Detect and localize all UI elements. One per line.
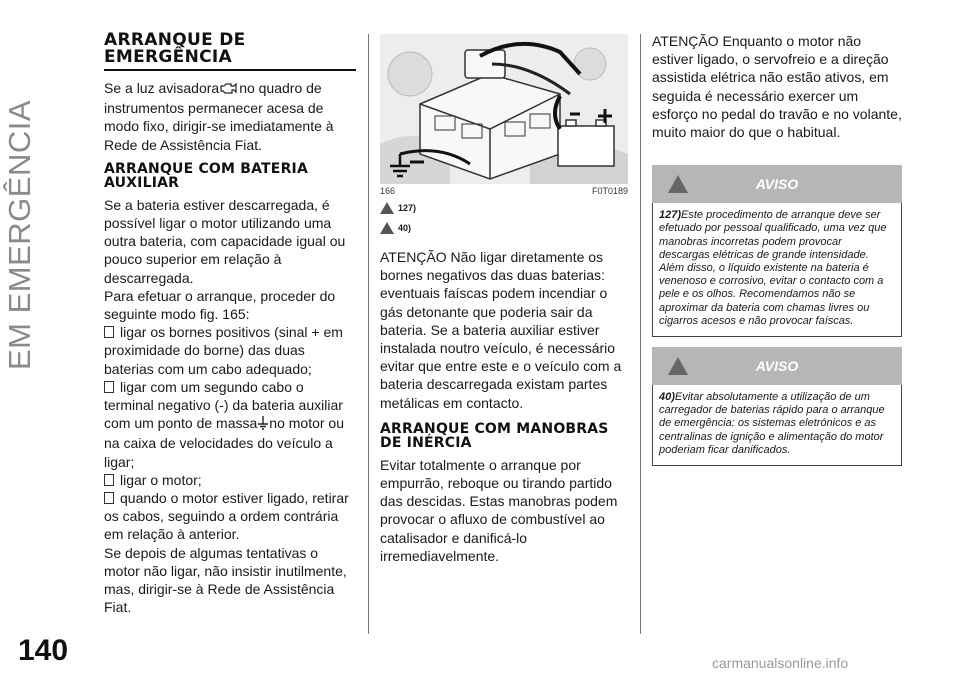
figure-number: 166 [380, 186, 396, 196]
section-side-title: EM EMERGÊNCIA [2, 99, 37, 370]
aviso-header: AVISO [652, 165, 902, 203]
page-number: 140 [18, 634, 69, 667]
battery-jump-figure [380, 34, 628, 184]
warning-triangle-icon [668, 175, 688, 193]
checkbox-bullet-icon [104, 492, 114, 504]
list-item: ligar os bornes positivos (sinal + em proximidade do borne) das duas baterias com um cabo adequado; [104, 324, 343, 377]
paragraph-auxiliary: Se a bateria estiver descarregada, é possível ligar o motor utilizando uma outra bateria, com capacidade igual ou pouco superior em relação à descarregada. [104, 196, 346, 286]
checkbox-bullet-icon [104, 326, 114, 338]
column-3 [652, 32, 902, 466]
caution-reference: 40) [380, 222, 628, 234]
caution-triangle-icon [668, 357, 688, 375]
figure-code: F0T0189 [591, 186, 628, 196]
warning-triangle-icon [380, 202, 394, 214]
aviso-header: AVISO [652, 347, 902, 385]
heading-emergency-start: ARRANQUE DE EMERGÊNCIA [104, 32, 356, 71]
checkbox-bullet-icon [104, 381, 114, 393]
paragraph-attention-negative: ATENÇÃO Não ligar diretamente os bornes negativos das duas baterias: eventuais faíscas podem incendiar o gás detonante que poderia sair da bateria. Se a bateria auxiliar estiver instalada noutro veículo, é necessário evitar que entre este e o veículo com a bateria descarregada existam partes metálicas em contacto. [380, 249, 622, 411]
heading-auxiliary-battery: ARRANQUE COM BATERIA AUXILIAR [104, 160, 308, 191]
list-item: ligar com um segundo cabo o terminal negativo (-) da bateria auxiliar com um ponto de massa no motor ou na caixa de velocidades do veículo a ligar; [104, 378, 345, 470]
paragraph-attention-servo: ATENÇÃO Enquanto o motor não estiver ligado, o servofreio e a direção assistida elétrica não estão ativos, em seguida é necessário exercer um esforço no pedal do travão e no volante, muito maior do que o habitual. [652, 33, 902, 141]
column-2 [380, 34, 628, 565]
heading-inertia-start: ARRANQUE COM MANOBRAS DE INÉRCIA [380, 420, 609, 451]
watermark: carmanualsonline.info [712, 655, 849, 671]
ground-icon [257, 416, 269, 434]
figure-caption [380, 186, 628, 196]
caution-triangle-icon [380, 222, 394, 234]
checkbox-bullet-icon [104, 474, 114, 486]
warning-reference: 127) [380, 202, 628, 214]
list-item: ligar o motor; [104, 471, 356, 489]
aviso-body: 40)Evitar absolutamente a utilização de um carregador de baterias rápido para o arranque de emergência: os sistemas eletrónicos e as centralinas de ignição e alimentação do motor poderiam ficar danificados. [652, 385, 902, 466]
paragraph-warning-light: Se a luz avisadora no quadro de instrumentos permanecer acesa de modo fixo, dirigir-se imediatamente à Rede de Assistência Fiat. [104, 80, 334, 153]
column-divider [368, 34, 369, 634]
column-divider [640, 34, 641, 634]
column-1 [104, 32, 356, 616]
paragraph-retry: Se depois de algumas tentativas o motor não ligar, não insistir inutilmente, mas, dirigir-se à Rede de Assistência Fiat. [104, 544, 347, 616]
paragraph-avoid-push: Evitar totalmente o arranque por empurrão, reboque ou tirando partido das descidas. Estas manobras podem provocar o afluxo de combustível ao catalisador e danificá-lo irremediavelmente. [380, 456, 618, 564]
engine-warning-icon [219, 81, 239, 99]
paragraph-procedure: Para efetuar o arranque, proceder do seguinte modo fig. 165: [104, 287, 336, 323]
list-item: quando o motor estiver ligado, retirar os cabos, seguindo a ordem contrária em relação à anterior. [104, 490, 349, 543]
aviso-body: 127)Este procedimento de arranque deve ser efetuado por pessoal qualificado, uma vez que manobras incorretas podem provocar descargas elétricas de grande intensidade. Além disso, o líquido existente na bateria é venenoso e corrosivo, evitar o contacto com a pele e os olhos. Recomendamos não se aproximar da bateria com chamas livres ou cigarros acesos e não provocar faíscas. [652, 203, 902, 337]
